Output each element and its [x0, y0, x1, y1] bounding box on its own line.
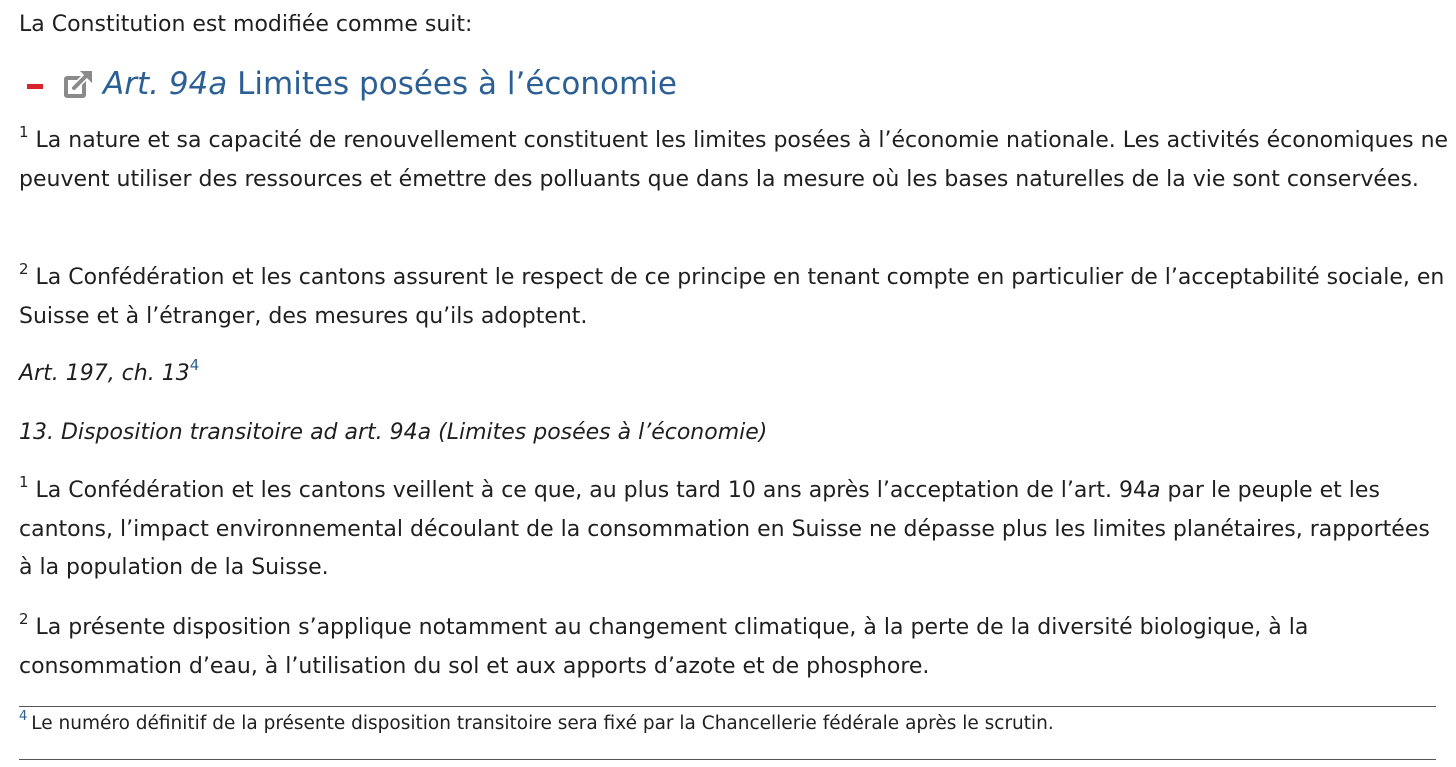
transitional-ref-text: Art. 197, ch. 13 [19, 361, 190, 386]
paragraph-text: La nature et sa capacité de renouvellement constituent les limites posées à l’économie nationale. Les activités économiques ne peuvent utiliser des ressources et émettre des polluants que dans la mesure où les bases naturelles de la vie sont conservées. [19, 128, 1449, 192]
paragraph-number: 2 [19, 609, 29, 628]
external-link-icon[interactable] [61, 67, 95, 101]
paragraph-number: 1 [19, 122, 29, 141]
paragraph-text-italic: a [1147, 478, 1161, 503]
transitional-reference [19, 355, 1449, 394]
minus-icon[interactable] [27, 84, 43, 89]
footnote-number: 4 [19, 708, 28, 724]
article-reference: Art. 94a [103, 66, 228, 102]
footnote [19, 709, 1054, 739]
article-paragraph-1 [19, 122, 1449, 199]
transitional-paragraph-2 [19, 609, 1449, 686]
footnote-divider-bottom [19, 759, 1436, 760]
paragraph-number: 1 [19, 472, 29, 491]
paragraph-text: La présente disposition s’applique notamment au changement climatique, à la perte de la diversité biologique, à la consommation d’eau, à l’utilisation du sol et aux apports d’azote et de phosphore. [19, 615, 1309, 679]
article-paragraph-2 [19, 259, 1449, 336]
footnote-divider-top [19, 706, 1436, 707]
transitional-heading: 13. Disposition transitoire ad art. 94a (Limites posées à l’économie) [19, 420, 768, 445]
intro-text: La Constitution est modifiée comme suit: [19, 12, 473, 37]
article-title-text: Limites posées à l’économie [237, 66, 677, 102]
paragraph-text: La Confédération et les cantons assurent le respect de ce principe en tenant compte en particulier de l’acceptabilité sociale, en Suisse et à l’étranger, des mesures qu’ils adoptent. [19, 265, 1445, 329]
footnote-text: Le numéro définitif de la présente disposition transitoire sera fixé par la Chancellerie fédérale après le scrutin. [31, 713, 1054, 734]
transitional-paragraph-1 [19, 472, 1449, 588]
article-heading [19, 62, 677, 106]
article-title-link[interactable] [103, 64, 677, 104]
footnote-link[interactable]: 4 [189, 355, 200, 374]
paragraph-text-start: La Confédération et les cantons veillent à ce que, au plus tard 10 ans après l’acceptation de l’art. 94 [35, 478, 1147, 503]
paragraph-number: 2 [19, 259, 29, 278]
paragraph-text-end: par le peuple et les cantons, l’impact environnemental découlant de la consommation en Suisse ne dépasse plus les limites planétaires, rapportées à la population de la Suisse. [19, 478, 1430, 580]
